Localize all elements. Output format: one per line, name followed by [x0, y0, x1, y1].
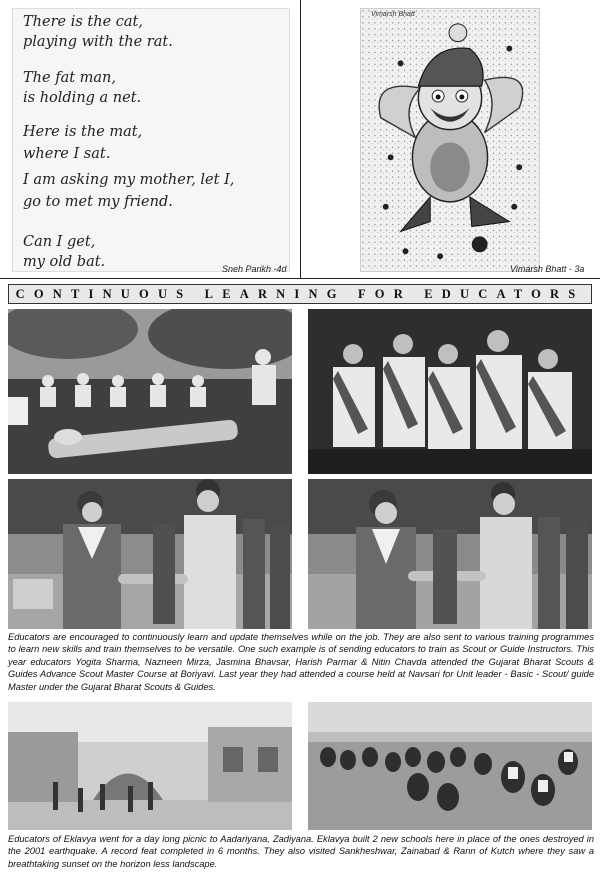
section2-paragraph: Educators of Eklavya went for a day long picnic to Aadariyana, Zadiyana. Eklavya built 2 new schools here in place of the ones destroyed in the 2001 earthquake. A record feat completed in 6 months. They also visited Sankheshwar, Zainabad & Rann of Kutch where they saw a breathtaking sunset on the horizon less landscape.	[8, 834, 594, 869]
photo-handshake-right	[308, 479, 592, 629]
poem-line: I am asking my mother, let I,	[23, 172, 235, 188]
poem-line: my old bat.	[23, 254, 106, 270]
poem-credit: Sneh Parikh -4d	[222, 264, 287, 274]
photo-group-sunset	[308, 702, 592, 830]
photo-women-guides	[308, 309, 592, 474]
poem-line: The fat man,	[23, 70, 116, 86]
poem-line: Here is the mat,	[23, 124, 143, 140]
photo-first-aid-training	[8, 309, 292, 474]
poem-line: Can I get,	[23, 234, 96, 250]
poem-line: is holding a net.	[23, 90, 142, 106]
top-row	[0, 0, 600, 279]
poem-line: playing with the rat.	[23, 34, 173, 50]
crayon-drawing	[360, 8, 540, 272]
drawing-credit: Vimarsh Bhatt - 3a	[510, 264, 585, 274]
drawing-signature: Vimarsh Bhatt	[371, 11, 415, 18]
banner-title: CONTINUOUS LEARNING FOR EDUCATORS	[15, 286, 585, 301]
section-banner	[8, 284, 592, 304]
poem-line: go to met my friend.	[23, 194, 173, 210]
bird-drawing-svg	[361, 9, 539, 270]
section1-paragraph: Educators are encouraged to continuously learn and update themselves while on the job. They are also sent to various training programmes to learn new skills and train themselves to be versatile. One such example is of sending educators to train as Scout or Guide Instructors. This year educators Yogita Sharma, Nazneen Mirza, Jasmina Bhavsar, Harish Parmar & Nitin Chavda attended the Gujarat Bharat Scouts & Guides Advance Scout Master Course at Boriyavi. Last year they had attended a course held at Navsari for Unit leader - Basic - Scout/ guide Master under the Gujarat Bharat Scouts & Guides.	[8, 632, 594, 692]
poem-line: There is the cat,	[23, 14, 143, 30]
poem-line: where I sat.	[23, 146, 111, 162]
photo-school-building	[8, 702, 292, 830]
photo-handshake-left	[8, 479, 292, 629]
column-divider	[300, 0, 301, 279]
handwritten-poem	[12, 8, 290, 272]
